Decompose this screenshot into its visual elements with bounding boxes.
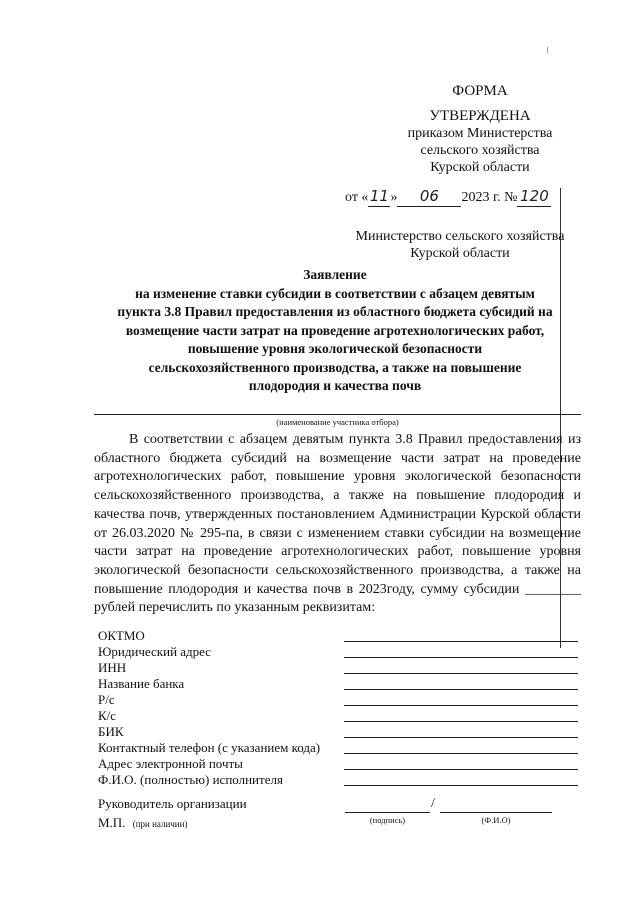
body-text: В соответствии с абзацем девятым пункта 3.8 Правил предоставления из областного бюджета субсидий на возмещение части затрат на проведение агротехнологических работ, повышение уровня экологической безопасности сельскохозяйственного производства, а также на повышение плодородия и качества почв, утвержденных постановлением Администрации Курской области от 26.03.2020 № 295-па, в связи с изменением ставки субсидии на возмещение части затрат на проведение агротехнологических работ, повышение уровня экологической безопасности сельскохозяйственного производства, а также на повышение плодородия и качества почв в 2023году, сумму субсидии ________ рублей перечислить по указанным реквизитам: [94, 432, 581, 616]
body-paragraph [94, 431, 581, 618]
order-date-line [345, 186, 551, 208]
title-line5: повышение уровня экологической безопасности [187, 341, 483, 356]
order-number: 120 [517, 186, 551, 207]
requisite-line [344, 641, 578, 642]
seal-label: М.П. [98, 815, 126, 830]
participant-name-line [94, 414, 581, 415]
requisite-line [344, 673, 578, 674]
title-line3: пункта 3.8 Правил предоставления из областного бюджета субсидий на [117, 304, 553, 319]
requisite-line [344, 721, 578, 722]
title-line4: возмещение части затрат на проведение агротехнологических работ, [125, 322, 545, 338]
recipient-line1: Министерство сельского хозяйства [355, 229, 565, 244]
title-line1: Заявление [303, 267, 367, 282]
requisite-line [344, 705, 578, 706]
order-prefix: от « [345, 190, 369, 205]
head-of-organization-label: Руководитель организации [98, 796, 247, 811]
requisite-label: К/с [98, 708, 117, 723]
fio-line [440, 812, 552, 813]
order-month: 06 [397, 186, 461, 207]
title-line7: плодородия и качества почв [248, 378, 422, 393]
requisite-row [98, 660, 578, 676]
requisite-label: Ф.И.О. (полностью) исполнителя [98, 772, 283, 787]
requisite-row [98, 676, 578, 692]
approved-by-line1: приказом Министерства [407, 126, 553, 141]
requisite-row [98, 756, 578, 772]
requisite-label: Название банка [98, 676, 185, 691]
requisite-label: Юридический адрес [98, 644, 212, 659]
form-label: ФОРМА [452, 83, 508, 99]
order-year: 2023 г. № [461, 190, 518, 205]
statement-title [85, 266, 585, 396]
approval-block [380, 83, 580, 176]
signature-caption: (подпись) [369, 815, 406, 825]
requisite-label: ОКТМО [98, 628, 145, 643]
requisite-label: Р/с [98, 692, 115, 707]
title-line6: сельскохозяйственного производства, а также на повышение [148, 359, 522, 375]
seal-note: (при наличии) [132, 819, 188, 829]
requisite-row [98, 740, 578, 756]
recipient-line2: Курской области [410, 246, 510, 261]
signature-slash: / [431, 796, 435, 811]
requisite-label: БИК [98, 724, 124, 739]
requisite-line [344, 657, 578, 658]
signature-line [345, 812, 430, 813]
requisite-row [98, 628, 578, 644]
requisite-line [344, 737, 578, 738]
approved-by-line2: сельского хозяйства [420, 143, 540, 158]
order-day: 11 [369, 187, 389, 205]
approved-by-line3: Курской области [430, 160, 530, 175]
requisite-row [98, 692, 578, 708]
requisite-line [344, 785, 578, 786]
requisite-row [98, 708, 578, 724]
fio-caption: (Ф.И.О) [481, 815, 511, 825]
recipient-block [330, 228, 590, 262]
requisite-line [344, 689, 578, 690]
requisite-label: ИНН [98, 660, 127, 675]
scan-mark-top [547, 47, 548, 53]
seal-place [98, 815, 187, 831]
order-mid: » [390, 190, 398, 205]
requisite-label: Адрес электронной почты [98, 756, 243, 771]
participant-caption: (наименование участника отбора) [276, 417, 399, 427]
requisite-label: Контактный телефон (с указанием кода) [98, 740, 321, 755]
approved-label: УТВЕРЖДЕНА [429, 108, 531, 124]
requisite-line [344, 769, 578, 770]
requisite-line [344, 753, 578, 754]
requisite-row [98, 772, 578, 788]
requisite-row [98, 644, 578, 660]
requisite-row [98, 724, 578, 740]
title-line2: на изменение ставки субсидии в соответствии с абзацем девятым [135, 285, 535, 301]
